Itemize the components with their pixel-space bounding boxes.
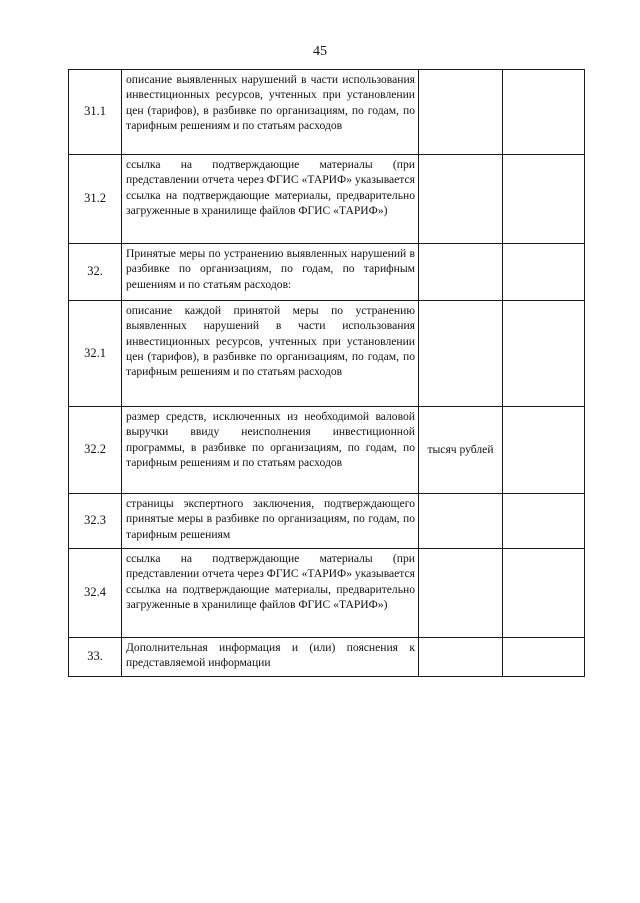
row-number: 32.1 xyxy=(69,301,122,407)
row-description: размер средств, исключенных из необходимой валовой выручки ввиду неисполнения инвестиционной программы, в разбивке по организациям, по годам, по тарифным решениям и по статьям расходов xyxy=(122,407,419,494)
row-description: Дополнительная информация и (или) пояснения к представляемой информации xyxy=(122,638,419,677)
row-description: ссылка на подтверждающие материалы (при представлении отчета через ФГИС «ТАРИФ» указывается ссылка на подтверждающие материалы, предварительно загруженные в хранилище файлов ФГИС «ТАРИФ») xyxy=(122,155,419,244)
requirements-table xyxy=(68,69,585,677)
row-value xyxy=(503,549,585,638)
row-number: 31.1 xyxy=(69,70,122,155)
row-value xyxy=(503,494,585,549)
page-number: 45 xyxy=(313,44,327,59)
row-description: описание каждой принятой меры по устранению выявленных нарушений в части использования инвестиционных ресурсов, учтенных при установлении цен (тарифов), в разбивке по организациям, по годам, по тарифным решениям и по статьям расходов xyxy=(122,301,419,407)
row-number: 33. xyxy=(69,638,122,677)
row-value xyxy=(503,70,585,155)
row-unit xyxy=(419,549,503,638)
table-row xyxy=(69,155,585,244)
row-unit xyxy=(419,638,503,677)
table-row xyxy=(69,244,585,301)
table-row xyxy=(69,638,585,677)
row-unit: тысяч рублей xyxy=(419,407,503,494)
row-description: страницы экспертного заключения, подтверждающего принятые меры в разбивке по организациям, по годам, по тарифным решениям xyxy=(122,494,419,549)
row-number: 32.2 xyxy=(69,407,122,494)
table-row xyxy=(69,494,585,549)
row-value xyxy=(503,155,585,244)
row-unit xyxy=(419,70,503,155)
row-number: 31.2 xyxy=(69,155,122,244)
row-description: описание выявленных нарушений в части использования инвестиционных ресурсов, учтенных при установлении цен (тарифов), в разбивке по организациям, по годам, по тарифным решениям и по статьям расходов xyxy=(122,70,419,155)
row-unit xyxy=(419,494,503,549)
row-value xyxy=(503,407,585,494)
row-number: 32.3 xyxy=(69,494,122,549)
table-row xyxy=(69,407,585,494)
row-description: ссылка на подтверждающие материалы (при представлении отчета через ФГИС «ТАРИФ» указывается ссылка на подтверждающие материалы, предварительно загруженные в хранилище файлов ФГИС «ТАРИФ») xyxy=(122,549,419,638)
row-unit xyxy=(419,155,503,244)
row-value xyxy=(503,244,585,301)
row-number: 32.4 xyxy=(69,549,122,638)
table-row xyxy=(69,549,585,638)
row-description: Принятые меры по устранению выявленных нарушений в разбивке по организациям, по годам, по тарифным решениям и по статьям расходов: xyxy=(122,244,419,301)
row-unit xyxy=(419,301,503,407)
table-row xyxy=(69,301,585,407)
table-row xyxy=(69,70,585,155)
row-value xyxy=(503,638,585,677)
row-value xyxy=(503,301,585,407)
row-unit xyxy=(419,244,503,301)
row-number: 32. xyxy=(69,244,122,301)
